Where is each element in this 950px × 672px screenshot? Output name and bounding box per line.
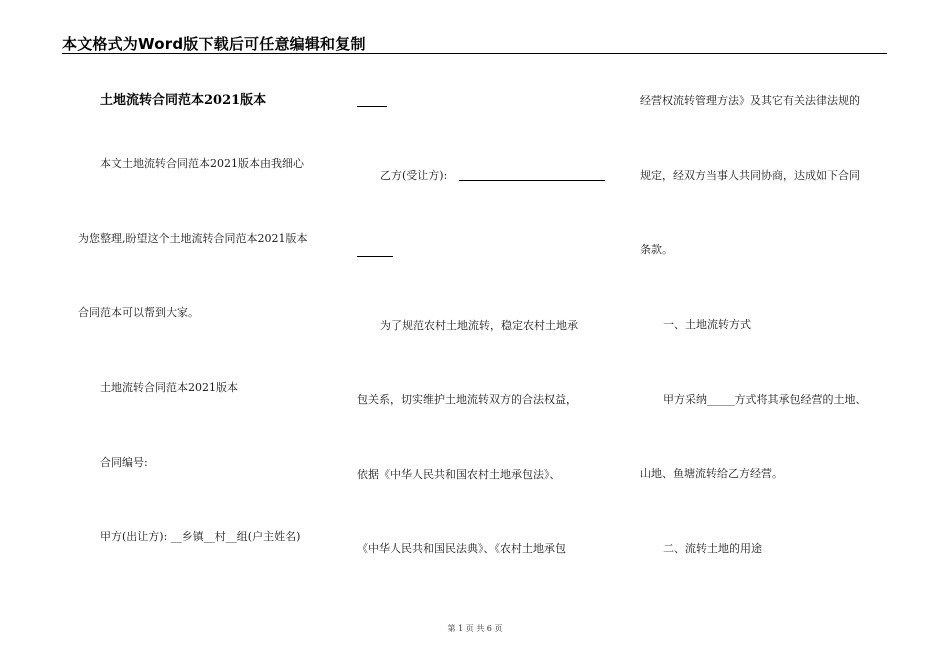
purpose-line-3: 依据《中华人民共和国农村土地承包法》、 [357, 468, 561, 481]
section-1-title: 一、土地流转方式 [663, 318, 751, 331]
basis-line-3: 条款。 [640, 243, 673, 256]
section-1-line-1: 甲方采纳_____方式将其承包经营的土地、 [663, 393, 867, 406]
party-a-name-blank-continued [357, 106, 387, 107]
intro-line-2: 为您整理,盼望这个土地流转合同范本2021版本 [78, 232, 308, 245]
party-b-label: 乙方(受让方): [380, 169, 448, 182]
document-header-title: 本文格式为Word版下载后可任意编辑和复制 [62, 35, 366, 53]
section-1-line-2: 山地、鱼塘流转给乙方经营。 [640, 467, 783, 480]
purpose-line-1: 为了规范农村土地流转，稳定农村土地承 [380, 319, 578, 332]
page-number: 第 1 页 共 6 页 [447, 624, 503, 633]
basis-line-2: 规定，经双方当事人共同协商，达成如下合同 [640, 169, 860, 182]
purpose-line-4: 《中华人民共和国民法典》、《农村土地承包 [357, 542, 566, 555]
intro-line-3: 合同范本可以帮到大家。 [78, 306, 199, 319]
section-2-title: 二、流转土地的用途 [663, 542, 762, 555]
party-a-label: 甲方(出让方): __乡镇__村__组(户主姓名) [100, 530, 301, 543]
purpose-line-2: 包关系，切实维护土地流转双方的合法权益， [357, 393, 577, 406]
contract-subtitle: 土地流转合同范本2021版本 [100, 381, 238, 394]
basis-line-1: 经营权流转管理方法》及其它有关法律法规的 [640, 94, 860, 107]
header-divider [62, 53, 887, 54]
document-title: 土地流转合同范本2021版本 [100, 93, 267, 108]
intro-line-1: 本文土地流转合同范本2021版本由我细心 [100, 157, 304, 170]
party-b-name-blank-continued [357, 256, 393, 257]
contract-number-label: 合同编号: [100, 456, 148, 469]
party-b-name-blank [459, 180, 605, 181]
